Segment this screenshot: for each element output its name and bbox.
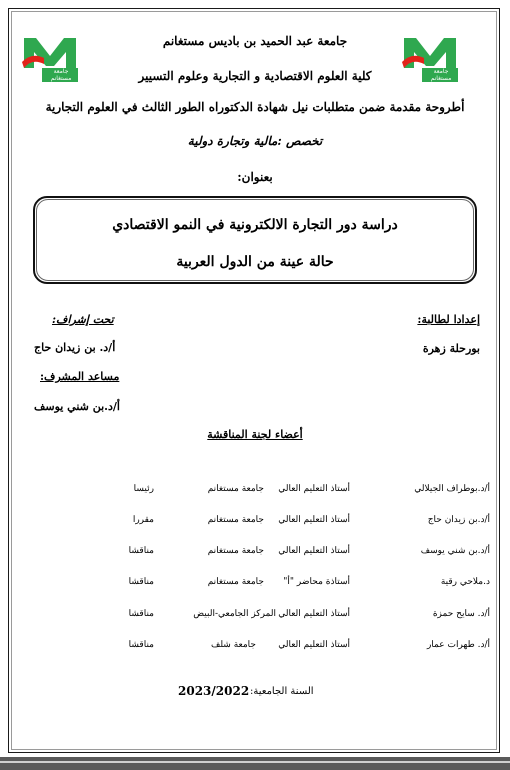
faculty-name: كلية العلوم الاقتصادية و التجارية وعلوم التسيير xyxy=(138,69,372,83)
member-role: مناقشا xyxy=(128,609,154,619)
member-institution: جامعة مستغانم xyxy=(207,515,264,525)
member-name: أ/د.بوطراف الجيلالي xyxy=(414,484,490,494)
member-rank: أستاذ التعليم العالي xyxy=(278,609,350,619)
member-institution: جامعة مستغانم xyxy=(207,484,264,494)
table-row xyxy=(60,515,490,531)
member-rank: أستاذ التعليم العالي xyxy=(278,546,350,556)
logo-caption-2: مستغانم xyxy=(50,75,72,82)
assistant-supervisor-name: أ/د.بن شني يوسف xyxy=(34,400,120,413)
member-name: د.ملاحي رقية xyxy=(440,577,490,587)
member-rank: أستاذ التعليم العالي xyxy=(278,484,350,494)
academic-year: 2023/2022 xyxy=(178,684,250,698)
table-row xyxy=(60,609,490,625)
table-row xyxy=(60,577,490,593)
member-role: مناقشا xyxy=(128,577,154,587)
member-name: أ/د. طهرات عمار xyxy=(426,640,490,650)
member-role: مقررا xyxy=(132,515,154,525)
member-role: مناقشا xyxy=(128,546,154,556)
thesis-title: دراسة دور التجارة الالكترونية في النمو الاقتصادي xyxy=(112,217,398,233)
table-row xyxy=(60,640,490,656)
member-name: أ/د.بن زيدان حاج xyxy=(427,515,490,525)
supervisor-label: تحت إشراف: xyxy=(52,313,114,326)
table-row xyxy=(60,546,490,562)
member-institution: جامعة مستغانم xyxy=(207,546,264,556)
member-name: أ/د. سايح حمزة xyxy=(432,609,490,619)
member-institution: المركز الجامعي-البيض xyxy=(193,609,276,619)
bottom-strip-line xyxy=(0,761,510,763)
member-rank: أستاذ التعليم العالي xyxy=(278,515,350,525)
member-name: أ/د.بن شني يوسف xyxy=(420,546,490,556)
supervisor-name: أ/د. بن زيدان حاج xyxy=(34,341,116,354)
member-role: رئيسا xyxy=(133,484,154,494)
table-row xyxy=(60,484,490,500)
thesis-note: أطروحة مقدمة ضمن متطلبات نيل شهادة الدكتوراه الطور الثالث في العلوم التجارية xyxy=(45,100,465,114)
committee-heading: أعضاء لجنة المناقشة xyxy=(207,428,303,441)
university-name: جامعة عبد الحميد بن باديس مستغانم xyxy=(162,34,348,48)
member-rank: أستاذ التعليم العالي xyxy=(278,640,350,650)
logo-caption-1: جامعة xyxy=(53,68,69,75)
logo-caption-1: جامعة xyxy=(433,68,449,75)
member-institution: جامعة شلف xyxy=(211,640,256,650)
member-institution: جامعة مستغانم xyxy=(207,577,264,587)
bottom-strip xyxy=(0,757,510,770)
specialty: تخصص :مالية وتجارة دولية xyxy=(187,134,323,148)
academic-year-label: السنة الجامعية: xyxy=(250,686,314,697)
member-role: مناقشا xyxy=(128,640,154,650)
student-label: إعدادا لطالبة: xyxy=(417,313,480,326)
title-intro: بعنوان: xyxy=(237,170,273,184)
thesis-subtitle: حالة عينة من الدول العربية xyxy=(176,254,334,270)
student-name: بورحلة زهرة xyxy=(422,342,480,355)
logo-caption-2: مستغانم xyxy=(430,75,452,82)
assistant-supervisor-label: مساعد المشرف: xyxy=(40,370,120,383)
member-rank: أستاذة محاضر "أ" xyxy=(283,577,350,587)
